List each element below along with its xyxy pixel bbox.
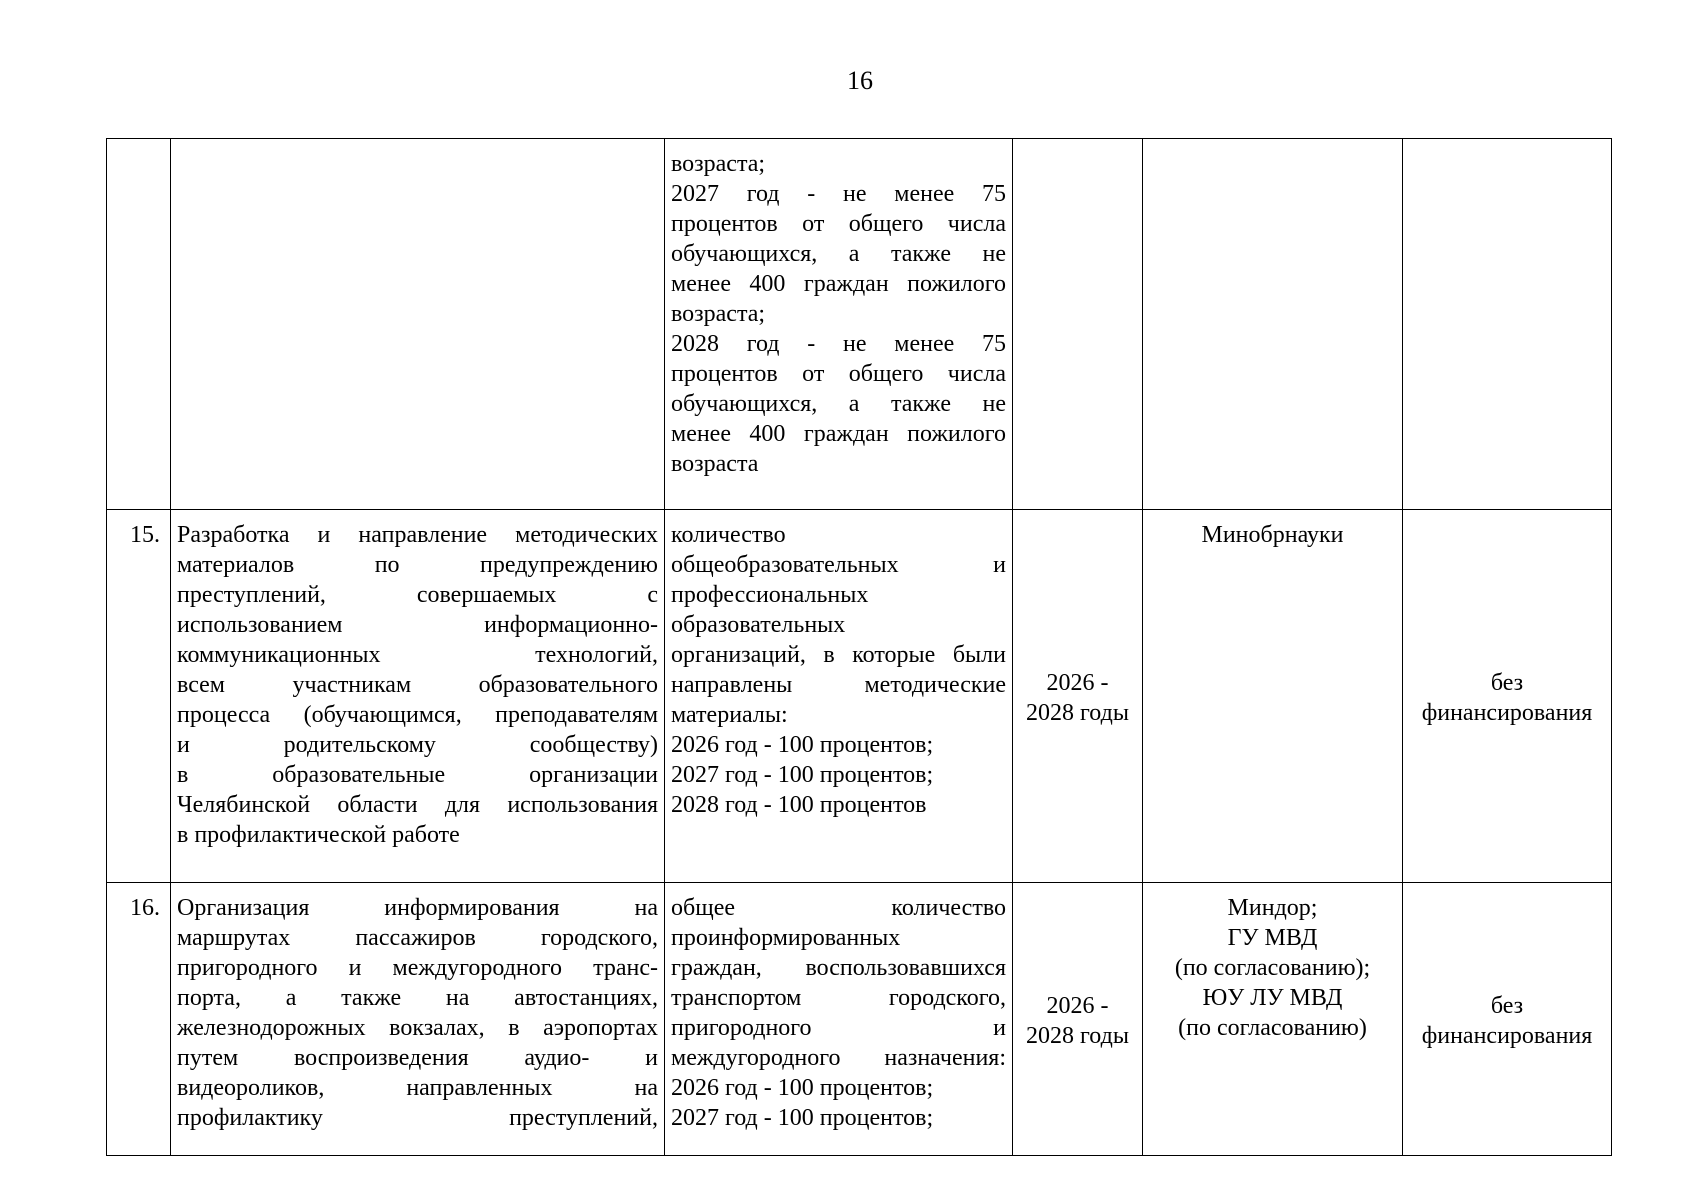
measure-line: Челябинской области для использования (177, 792, 658, 818)
indicator-line: менее 400 граждан пожилого (671, 271, 1006, 297)
measure-line: и родительскому сообществу) (177, 732, 658, 758)
executor-line: (по согласованию); (1174, 955, 1371, 981)
indicator-line: количество (671, 522, 786, 548)
period-cell (1013, 510, 1143, 883)
financing-line: без (1490, 993, 1524, 1019)
executor-cell (1143, 883, 1403, 1156)
measure-line: пригородного и междугородного транс- (177, 955, 658, 981)
indicator-cell (665, 883, 1013, 1156)
indicator-line: 2026 год - 100 процентов; (671, 732, 934, 758)
indicator-line: обучающихся, а также не (671, 241, 1006, 267)
indicator-line: пригородного и (671, 1015, 1006, 1041)
indicator-line: образовательных (671, 612, 846, 638)
table-row (107, 510, 1612, 883)
executor-line: ЮУ ЛУ МВД (1202, 985, 1343, 1011)
table-row (107, 139, 1612, 510)
financing-cell (1403, 510, 1612, 883)
measure-line: процесса (обучающимся, преподавателям (177, 702, 658, 728)
financing-cell (1403, 883, 1612, 1156)
measure-cell (171, 139, 665, 510)
indicator-line: возраста (671, 451, 759, 477)
measure-cell (171, 510, 665, 883)
indicator-line: проинформированных (671, 925, 901, 951)
executor-cell (1143, 510, 1403, 883)
page-number: 16 (847, 66, 873, 95)
indicator-line: 2027 год - 100 процентов; (671, 1105, 934, 1131)
indicator-line: общее количество (671, 895, 1006, 921)
indicator-line: междугородного назначения: (671, 1045, 1006, 1071)
indicator-line: общеобразовательных и (671, 552, 1006, 578)
measure-line: маршрутах пассажиров городского, (177, 925, 658, 951)
period-end: 2028 годы (1026, 1023, 1129, 1049)
period-start: 2026 - (1046, 993, 1109, 1019)
period-cell (1013, 139, 1143, 510)
executor-line: ГУ МВД (1227, 925, 1318, 951)
executor-line: Миндор; (1227, 895, 1318, 921)
indicator-line: менее 400 граждан пожилого (671, 421, 1006, 447)
indicator-line: 2027 год - 100 процентов; (671, 762, 934, 788)
indicator-line: обучающихся, а также не (671, 391, 1006, 417)
period-end: 2028 годы (1026, 700, 1129, 726)
row-number (107, 139, 171, 510)
row-number: 16. (107, 883, 171, 1156)
indicator-line: 2028 год - не менее 75 (671, 331, 1006, 357)
financing-line: без (1490, 670, 1524, 696)
indicator-line: процентов от общего числа (671, 211, 1006, 237)
indicator-line: транспортом городского, (671, 985, 1006, 1011)
measure-line: путем воспроизведения аудио- и (177, 1045, 658, 1071)
measure-line: Организация информирования на (177, 895, 658, 921)
financing-line: финансирования (1421, 700, 1593, 726)
period-cell (1013, 883, 1143, 1156)
executor-line: Минобрнауки (1201, 522, 1344, 548)
measures-table (106, 138, 1612, 1156)
measure-line: коммуникационных технологий, (177, 642, 658, 668)
indicator-line: профессиональных (671, 582, 869, 608)
measure-line: порта, а также на автостанциях, (177, 985, 658, 1011)
indicator-line: направлены методические (671, 672, 1006, 698)
measure-line: видеороликов, направленных на (177, 1075, 658, 1101)
measure-line: железнодорожных вокзалах, в аэропортах (177, 1015, 658, 1041)
executor-line: (по согласованию) (1178, 1015, 1367, 1041)
measure-line: профилактику преступлений, (177, 1105, 658, 1131)
measure-line: в образовательные организации (177, 762, 658, 788)
indicator-line: граждан, воспользовавшихся (671, 955, 1006, 981)
indicator-cell (665, 139, 1013, 510)
financing-line: финансирования (1421, 1023, 1593, 1049)
measure-line: материалов по предупреждению (177, 552, 658, 578)
indicator-line: 2026 год - 100 процентов; (671, 1075, 934, 1101)
indicator-cell (665, 510, 1013, 883)
indicator-line: возраста; (671, 301, 766, 327)
indicator-line: организаций, в которые были (671, 642, 1006, 668)
indicator-line: 2027 год - не менее 75 (671, 181, 1006, 207)
indicator-line: 2028 год - 100 процентов (671, 792, 927, 818)
row-number: 15. (107, 510, 171, 883)
measure-line: Разработка и направление методических (177, 522, 658, 548)
measure-line: всем участникам образовательного (177, 672, 658, 698)
indicator-line: возраста; (671, 151, 766, 177)
period-start: 2026 - (1046, 670, 1109, 696)
executor-cell (1143, 139, 1403, 510)
financing-cell (1403, 139, 1612, 510)
indicator-line: материалы: (671, 702, 788, 728)
measure-line: преступлений, совершаемых с (177, 582, 658, 608)
measure-line: использованием информационно- (177, 612, 658, 638)
measure-line: в профилактической работе (177, 822, 460, 848)
measure-cell (171, 883, 665, 1156)
indicator-line: процентов от общего числа (671, 361, 1006, 387)
table-row (107, 883, 1612, 1156)
